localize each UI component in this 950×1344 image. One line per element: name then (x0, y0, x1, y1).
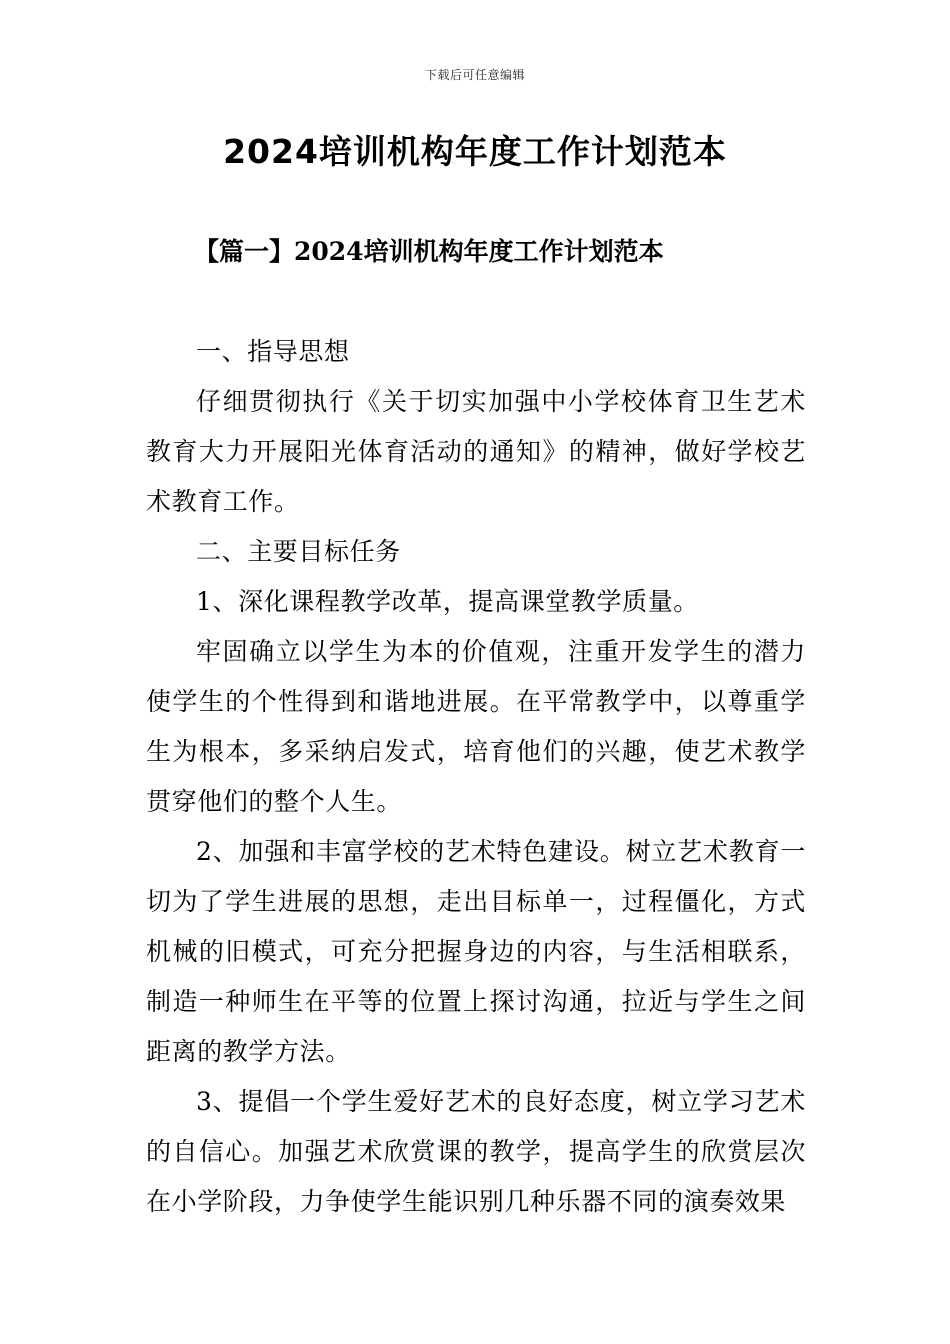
paragraph: 1、深化课程教学改革，提高课堂教学质量。 (196, 587, 699, 616)
heading-guiding-thought: 一、指导思想 (196, 337, 350, 366)
header-note: 下载后可任意编辑 (424, 68, 525, 82)
section-title: 【篇一】2024培训机构年度工作计划范本 (194, 237, 664, 266)
document-body (146, 327, 806, 1227)
paragraph: 仔细贯彻执行《关于切实加强中小学校体育卫生艺术教育大力开展阳光体育活动的通知》的精神，做好学校艺术教育工作。 (146, 387, 806, 516)
paragraph: 牢固确立以学生为本的价值观，注重开发学生的潜力使学生的个性得到和谐地进展。在平常教学中，以尊重学生为根本，多采纳启发式，培育他们的兴趣，使艺术教学贯穿他们的整个人生。 (146, 637, 806, 816)
paragraph: 2、加强和丰富学校的艺术特色建设。树立艺术教育一切为了学生进展的思想，走出目标单一，过程僵化，方式机械的旧模式，可充分把握身边的内容，与生活相联系，制造一种师生在平等的位置上探讨沟通，拉近与学生之间距离的教学方法。 (146, 837, 806, 1066)
document-title: 2024培训机构年度工作计划范本 (223, 132, 727, 171)
paragraph: 3、提倡一个学生爱好艺术的良好态度，树立学习艺术的自信心。加强艺术欣赏课的教学，提高学生的欣赏层次在小学阶段，力争使学生能识别几种乐器不同的演奏效果 (146, 1087, 806, 1216)
heading-main-goals: 二、主要目标任务 (196, 537, 401, 566)
